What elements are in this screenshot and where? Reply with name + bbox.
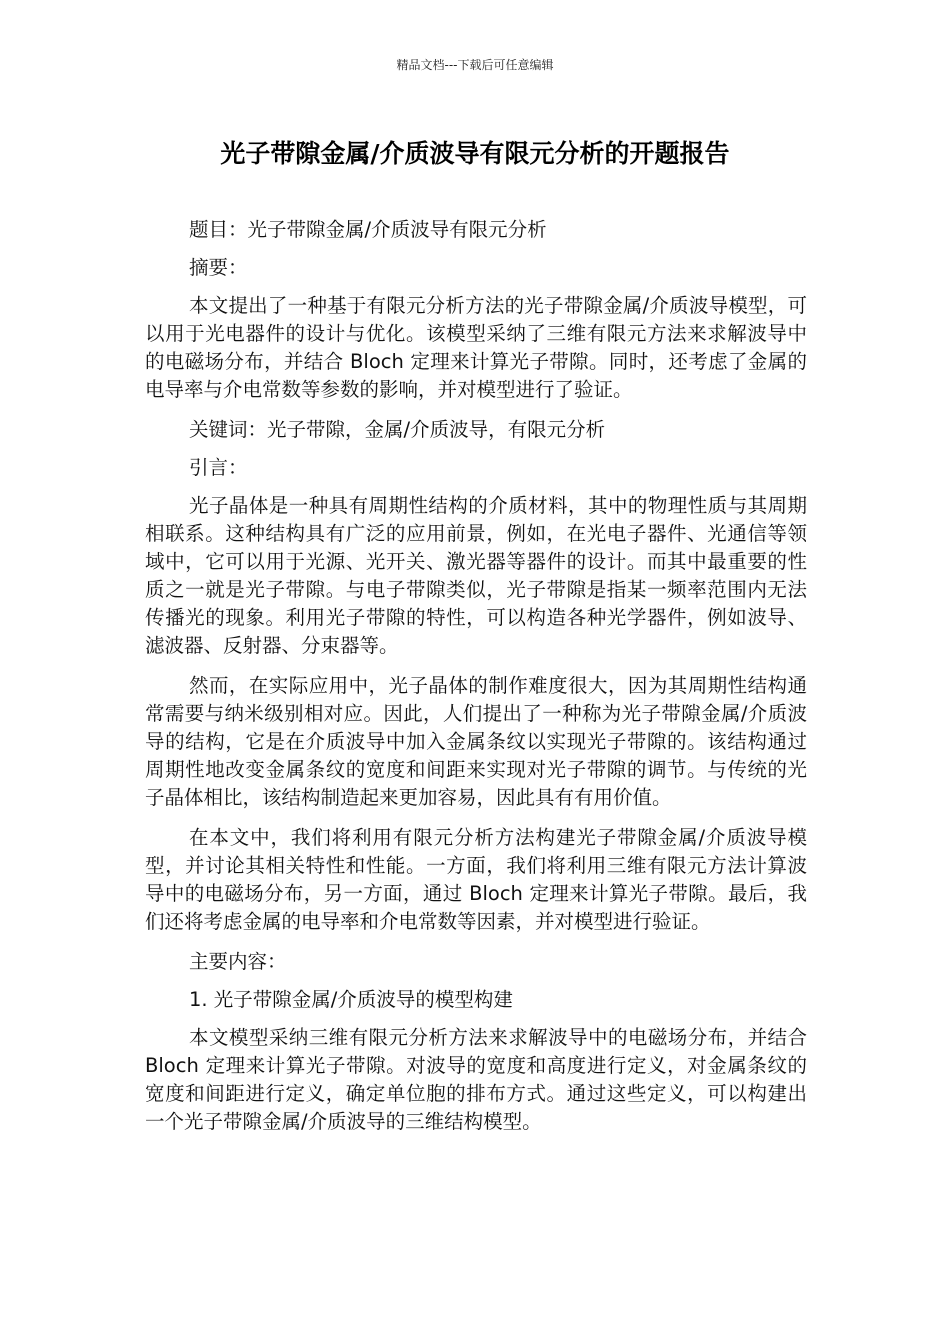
abstract-paragraph: 本文提出了一种基于有限元分析方法的光子带隙金属/介质波导模型，可以用于光电器件的设计与优化。该模型采纳了三维有限元方法来求解波导中的电磁场分布，并结合 Bloch 定理来计算光子带隙。同时，还考虑了金属的电导率与介电常数等参数的影响，并对模型进行了验证。 bbox=[145, 294, 807, 401]
introduction-paragraph-1: 光子晶体是一种具有周期性结构的介质材料，其中的物理性质与其周期相联系。这种结构具有广泛的应用前景，例如，在光电子器件、光通信等领域中，它可以用于光源、光开关、激光器等器件的设计。而其中最重要的性质之一就是光子带隙。与电子带隙类似，光子带隙是指某一频率范围内无法传播光的现象。利用光子带隙的特性，可以构造各种光学器件，例如波导、滤波器、反射器、分束器等。 bbox=[145, 494, 807, 657]
keywords-line: 关键词：光子带隙，金属/介质波导，有限元分析 bbox=[189, 418, 606, 441]
introduction-paragraph-2: 然而，在实际应用中，光子晶体的制作难度很大，因为其周期性结构通常需要与纳米级别相对应。因此，人们提出了一种称为光子带隙金属/介质波导的结构，它是在介质波导中加入金属条纹以实现光子带隙的。该结构通过周期性地改变金属条纹的宽度和间距来实现对光子带隙的调节。与传统的光子晶体相比，该结构制造起来更加容易，因此具有有用价值。 bbox=[145, 674, 807, 809]
document-body bbox=[145, 216, 807, 1146]
section-1-paragraph: 本文模型采纳三维有限元分析方法来求解波导中的电磁场分布，并结合 Bloch 定理来计算光子带隙。对波导的宽度和高度进行定义，对金属条纹的宽度和间距进行定义，确定单位胞的排布方式。通过这些定义，可以构建出一个光子带隙金属/介质波导的三维结构模型。 bbox=[145, 1026, 807, 1133]
introduction-heading: 引言： bbox=[189, 456, 248, 479]
document-title: 光子带隙金属/介质波导有限元分析的开题报告 bbox=[220, 139, 730, 168]
section-1-heading: 1. 光子带隙金属/介质波导的模型构建 bbox=[189, 988, 513, 1011]
abstract-heading: 摘要： bbox=[189, 256, 248, 279]
introduction-paragraph-3: 在本文中，我们将利用有限元分析方法构建光子带隙金属/介质波导模型，并讨论其相关特性和性能。一方面，我们将利用三维有限元方法计算波导中的电磁场分布，另一方面，通过 Bloch 定理来计算光子带隙。最后，我们还将考虑金属的电导率和介电常数等因素，并对模型进行验证。 bbox=[145, 826, 807, 933]
header-note: 精品文档---下载后可任意编辑 bbox=[396, 58, 554, 72]
main-content-heading: 主要内容： bbox=[189, 950, 287, 973]
topic-line: 题目：光子带隙金属/介质波导有限元分析 bbox=[189, 218, 547, 241]
